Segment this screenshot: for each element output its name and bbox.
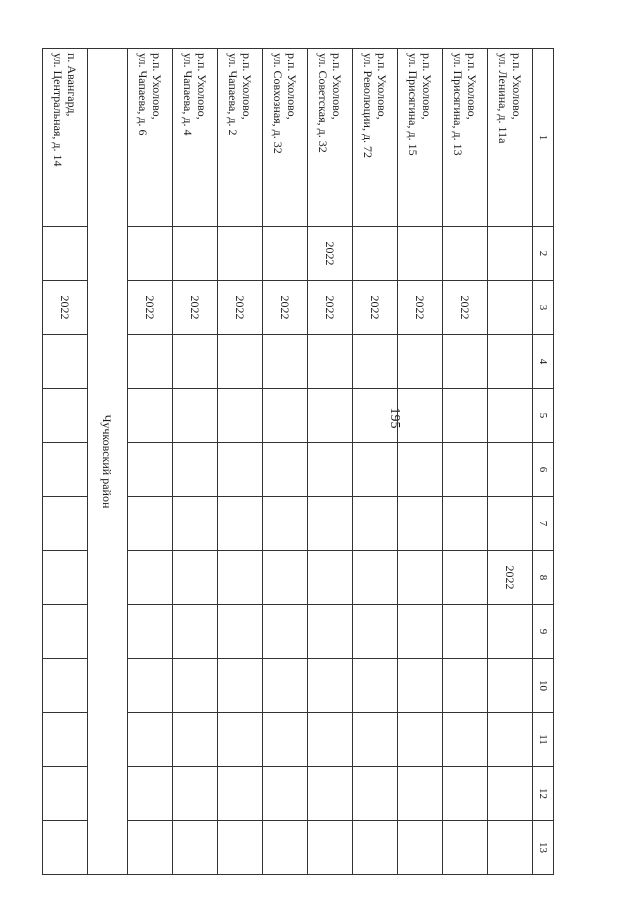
year-cell — [173, 335, 218, 389]
year-cell — [488, 281, 533, 335]
address-line1: р.п. Ухолово, — [195, 53, 209, 120]
header-cell: 5 — [533, 389, 554, 443]
year-cell — [218, 767, 263, 821]
table-row — [353, 49, 398, 875]
header-cell: 12 — [533, 767, 554, 821]
year-cell — [263, 821, 308, 875]
year-cell — [218, 551, 263, 605]
table-row — [43, 49, 88, 875]
year-cell — [173, 443, 218, 497]
year-cell: 2022 — [308, 227, 353, 281]
address-line1: р.п. Ухолово, — [510, 53, 524, 120]
year-cell — [263, 389, 308, 443]
address-line2: ул. Революции, д. 72 — [361, 53, 375, 159]
year-cell — [218, 227, 263, 281]
address-line1: р.п. Ухолово, — [150, 53, 164, 120]
year-cell — [398, 389, 443, 443]
year-cell: 2022 — [308, 281, 353, 335]
year-cell — [488, 389, 533, 443]
table-row — [443, 49, 488, 875]
table-row — [308, 49, 353, 875]
year-cell — [173, 497, 218, 551]
table-row — [173, 49, 218, 875]
year-cell — [308, 767, 353, 821]
address-cell — [308, 49, 353, 227]
year-cell — [173, 659, 218, 713]
address-line1: р.п. Ухолово, — [375, 53, 389, 120]
year-cell — [488, 713, 533, 767]
year-cell — [488, 443, 533, 497]
table-row — [398, 49, 443, 875]
year-cell — [353, 605, 398, 659]
address-line1: р.п. Ухолово, — [420, 53, 434, 120]
year-cell — [43, 443, 88, 497]
year-cell — [218, 497, 263, 551]
year-cell — [263, 713, 308, 767]
year-cell — [398, 551, 443, 605]
year-cell — [218, 659, 263, 713]
year-cell — [263, 767, 308, 821]
year-cell — [263, 497, 308, 551]
year-cell: 2022 — [488, 551, 533, 605]
address-cell — [353, 49, 398, 227]
header-cell: 3 — [533, 281, 554, 335]
year-cell — [263, 335, 308, 389]
year-cell — [398, 443, 443, 497]
year-cell — [398, 605, 443, 659]
year-cell — [443, 605, 488, 659]
address-line1: п. Авангард, — [65, 53, 79, 117]
year-cell — [398, 227, 443, 281]
address-line2: ул. Чапаева, д. 6 — [136, 53, 150, 136]
year-cell — [308, 713, 353, 767]
year-cell — [353, 443, 398, 497]
address-line2: ул. Присягина, д. 13 — [451, 53, 465, 156]
repair-schedule-table — [42, 48, 554, 875]
header-cell: 7 — [533, 497, 554, 551]
year-cell — [308, 659, 353, 713]
year-cell — [173, 821, 218, 875]
header-cell: 2 — [533, 227, 554, 281]
year-cell — [488, 659, 533, 713]
year-cell — [128, 605, 173, 659]
address-cell — [173, 49, 218, 227]
year-cell — [43, 389, 88, 443]
year-cell — [173, 551, 218, 605]
year-cell — [128, 551, 173, 605]
year-cell — [308, 605, 353, 659]
year-cell — [43, 821, 88, 875]
year-cell — [353, 713, 398, 767]
address-line2: ул. Чапаева, д. 2 — [226, 53, 240, 136]
table-row — [263, 49, 308, 875]
year-cell — [128, 821, 173, 875]
year-cell — [173, 767, 218, 821]
year-cell — [43, 713, 88, 767]
year-cell — [398, 821, 443, 875]
address-cell — [43, 49, 88, 227]
address-line2: ул. Чапаева, д. 4 — [181, 53, 195, 136]
year-cell — [308, 821, 353, 875]
year-cell — [43, 767, 88, 821]
year-cell — [128, 767, 173, 821]
year-cell — [398, 659, 443, 713]
year-cell — [308, 443, 353, 497]
header-cell: 8 — [533, 551, 554, 605]
year-cell — [128, 389, 173, 443]
year-cell — [443, 551, 488, 605]
year-cell — [443, 713, 488, 767]
year-cell — [173, 227, 218, 281]
year-cell — [353, 335, 398, 389]
year-cell — [308, 551, 353, 605]
year-cell — [488, 767, 533, 821]
year-cell — [218, 821, 263, 875]
year-cell — [218, 443, 263, 497]
year-cell — [443, 335, 488, 389]
year-cell — [398, 497, 443, 551]
year-cell — [443, 389, 488, 443]
year-cell: 2022 — [263, 281, 308, 335]
district-row — [88, 49, 128, 875]
year-cell — [263, 443, 308, 497]
year-cell — [263, 227, 308, 281]
table-row — [128, 49, 173, 875]
address-line2: ул. Ленина, д. 11а — [496, 53, 510, 144]
year-cell — [218, 713, 263, 767]
year-cell — [128, 227, 173, 281]
year-cell — [218, 605, 263, 659]
header-cell: 13 — [533, 821, 554, 875]
year-cell: 2022 — [353, 281, 398, 335]
year-cell — [43, 659, 88, 713]
year-cell — [443, 821, 488, 875]
year-cell — [128, 335, 173, 389]
year-cell: 2022 — [443, 281, 488, 335]
address-line2: ул. Советская, д. 32 — [316, 53, 330, 153]
year-cell: 2022 — [218, 281, 263, 335]
table-row — [218, 49, 263, 875]
year-cell — [128, 713, 173, 767]
year-cell — [43, 605, 88, 659]
year-cell — [308, 389, 353, 443]
year-cell: 2022 — [173, 281, 218, 335]
year-cell — [128, 497, 173, 551]
year-cell — [398, 767, 443, 821]
year-cell: 2022 — [43, 281, 88, 335]
year-cell — [353, 227, 398, 281]
year-cell — [128, 659, 173, 713]
year-cell — [353, 551, 398, 605]
year-cell — [488, 605, 533, 659]
header-cell: 10 — [533, 659, 554, 713]
address-line2: ул. Присягина, д. 15 — [406, 53, 420, 156]
year-cell — [443, 227, 488, 281]
year-cell — [443, 443, 488, 497]
address-cell — [488, 49, 533, 227]
year-cell — [263, 551, 308, 605]
year-cell — [353, 767, 398, 821]
year-cell — [173, 389, 218, 443]
year-cell: 2022 — [398, 281, 443, 335]
year-cell — [218, 389, 263, 443]
year-cell — [353, 659, 398, 713]
year-cell — [488, 335, 533, 389]
address-line1: р.п. Ухолово, — [465, 53, 479, 120]
year-cell — [353, 497, 398, 551]
address-cell — [128, 49, 173, 227]
address-line2: ул. Центральная, д. 14 — [51, 53, 65, 167]
year-cell — [488, 497, 533, 551]
address-line1: р.п. Ухолово, — [240, 53, 254, 120]
year-cell — [443, 659, 488, 713]
year-cell — [43, 335, 88, 389]
year-cell — [488, 821, 533, 875]
address-cell — [398, 49, 443, 227]
address-cell — [443, 49, 488, 227]
header-cell: 1 — [533, 49, 554, 227]
header-cell: 11 — [533, 713, 554, 767]
year-cell — [43, 551, 88, 605]
year-cell — [353, 821, 398, 875]
year-cell — [43, 227, 88, 281]
year-cell: 2022 — [128, 281, 173, 335]
year-cell — [443, 767, 488, 821]
year-cell — [398, 335, 443, 389]
header-cell: 4 — [533, 335, 554, 389]
year-cell — [308, 335, 353, 389]
year-cell — [443, 497, 488, 551]
table-row — [488, 49, 533, 875]
header-cell: 9 — [533, 605, 554, 659]
page-number: 195 — [387, 407, 402, 429]
year-cell — [263, 659, 308, 713]
year-cell — [263, 605, 308, 659]
address-line1: р.п. Ухолово, — [330, 53, 344, 120]
year-cell — [488, 227, 533, 281]
year-cell — [43, 497, 88, 551]
year-cell — [173, 713, 218, 767]
year-cell — [128, 443, 173, 497]
year-cell — [398, 713, 443, 767]
district-cell: Чучковский район — [88, 49, 128, 875]
year-cell — [308, 497, 353, 551]
header-cell: 6 — [533, 443, 554, 497]
year-cell — [353, 389, 398, 443]
address-cell — [263, 49, 308, 227]
address-line1: р.п. Ухолово, — [285, 53, 299, 120]
year-cell — [218, 335, 263, 389]
address-cell — [218, 49, 263, 227]
table-header-row — [533, 49, 554, 875]
address-line2: ул. Совхозная, д. 32 — [271, 53, 285, 154]
year-cell — [173, 605, 218, 659]
